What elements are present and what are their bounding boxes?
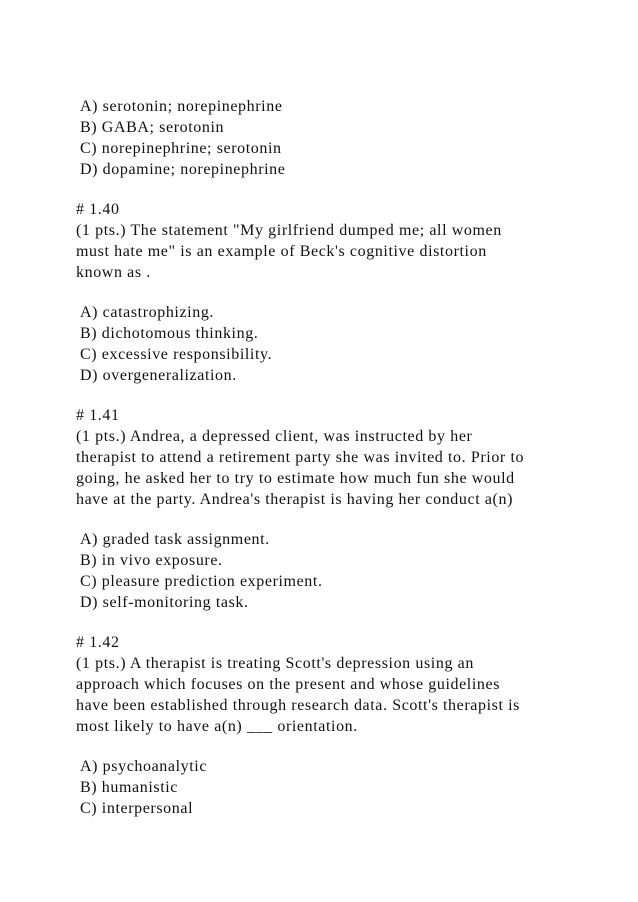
question-1-40-text-line: must hate me" is an example of Beck's cognitive distortion (76, 243, 487, 260)
question-1-40-option-a: A) catastrophizing. (80, 304, 215, 321)
question-1-42-text-line: (1 pts.) A therapist is treating Scott's depression using an (76, 655, 474, 672)
question-1-40-text-line: (1 pts.) The statement "My girlfriend dumped me; all women (76, 222, 502, 239)
question-1-41-number: # 1.41 (76, 407, 120, 424)
question-1-42-text-line: have been established through research data. Scott's therapist is (76, 697, 520, 714)
question-1-42-option-b: B) humanistic (80, 779, 179, 796)
question-1-42-text-line: approach which focuses on the present and whose guidelines (76, 676, 501, 693)
prev-option-a: A) serotonin; norepinephrine (80, 98, 283, 115)
question-1-41-text-line: therapist to attend a retirement party she was invited to. Prior to (76, 449, 525, 466)
question-1-42-number: # 1.42 (76, 634, 120, 651)
question-1-41-text-line: have at the party. Andrea's therapist is having her conduct a(n) (76, 491, 513, 508)
question-1-40-option-c: C) excessive responsibility. (80, 346, 273, 363)
prev-option-b: B) GABA; serotonin (80, 119, 225, 136)
question-1-42-text-line: most likely to have a(n) ___ orientation. (76, 718, 358, 735)
question-1-42-option-a: A) psychoanalytic (80, 758, 208, 775)
question-1-42-option-c: C) interpersonal (80, 800, 194, 817)
question-1-40-number: # 1.40 (76, 201, 120, 218)
question-1-41-option-d: D) self-monitoring task. (80, 594, 249, 611)
question-1-41-option-b: B) in vivo exposure. (80, 552, 223, 569)
prev-option-d: D) dopamine; norepinephrine (80, 161, 286, 178)
question-1-41-text-line: going, he asked her to try to estimate how much fun she would (76, 470, 515, 487)
question-1-40-option-b: B) dichotomous thinking. (80, 325, 259, 342)
question-1-40-option-d: D) overgeneralization. (80, 367, 237, 384)
prev-option-c: C) norepinephrine; serotonin (80, 140, 282, 157)
question-1-41-option-a: A) graded task assignment. (80, 531, 270, 548)
question-1-40-text-line: known as . (76, 264, 151, 281)
question-1-41-option-c: C) pleasure prediction experiment. (80, 573, 323, 590)
question-1-41-text-line: (1 pts.) Andrea, a depressed client, was instructed by her (76, 428, 473, 445)
